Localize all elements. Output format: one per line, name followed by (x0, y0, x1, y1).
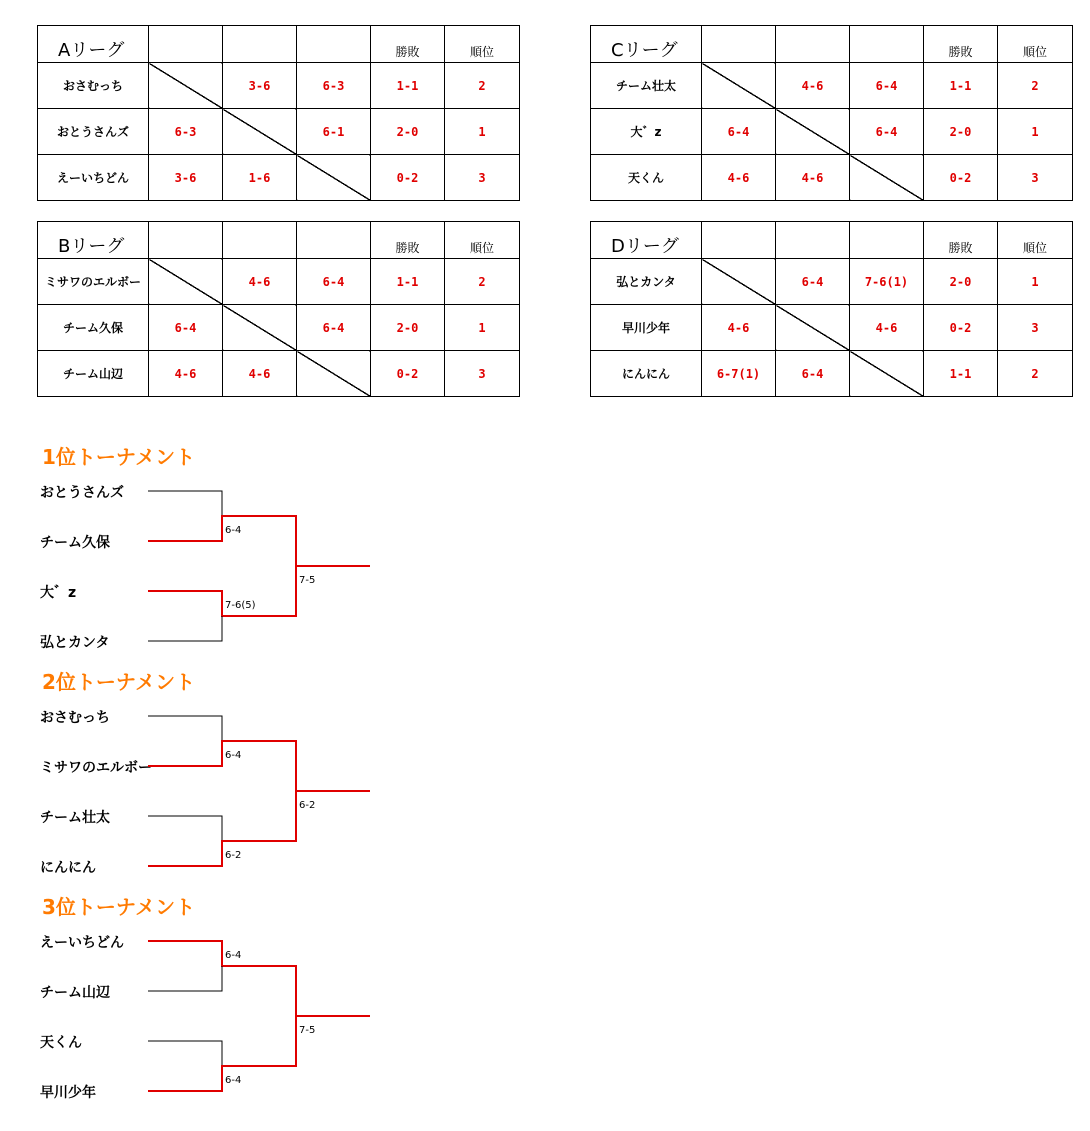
rank: 2 (445, 63, 520, 109)
win-loss: 1-1 (924, 63, 998, 109)
match-score: 6-4 (776, 351, 850, 397)
win-loss: 2-0 (924, 259, 998, 305)
match-score: 6-4 (702, 109, 776, 155)
bracket-player: ミサワのエルボー (40, 760, 152, 776)
tournament-1-title: 1位トーナメント (42, 445, 196, 469)
rank: 3 (998, 305, 1073, 351)
rank: 3 (445, 155, 520, 201)
win-loss-header: 勝敗 (371, 26, 445, 63)
match-score: 4-6 (776, 155, 850, 201)
team-name: おとうさんズ (38, 109, 149, 155)
tournament-2-title: 2位トーナメント (42, 670, 196, 694)
match-score: 6-7(1) (702, 351, 776, 397)
team-name: 天くん (591, 155, 702, 201)
win-loss-header: 勝敗 (371, 222, 445, 259)
match-score: 6-4 (297, 305, 371, 351)
bracket-2 (148, 716, 370, 866)
team-name: にんにん (591, 351, 702, 397)
bracket-line (148, 816, 222, 841)
team-name: ミサワのエルボー (38, 259, 149, 305)
win-loss: 2-0 (924, 109, 998, 155)
tournament-3-title: 3位トーナメント (42, 895, 196, 919)
rank: 2 (998, 63, 1073, 109)
win-loss-header: 勝敗 (924, 222, 998, 259)
league-b-title: Bリーグ (38, 222, 149, 259)
bracket-3 (148, 941, 370, 1091)
win-loss: 0-2 (924, 305, 998, 351)
match-score: 6-4 (149, 305, 223, 351)
semi-score: 6-4 (225, 750, 242, 761)
bracket-player: 弘とカンタ (40, 635, 110, 651)
rank: 1 (998, 109, 1073, 155)
win-loss: 1-1 (924, 351, 998, 397)
win-loss: 0-2 (924, 155, 998, 201)
bracket-player: チーム山辺 (40, 985, 110, 1001)
team-name: チーム久保 (38, 305, 149, 351)
final-score: 7-5 (299, 575, 316, 586)
bracket-line-winner (148, 566, 370, 616)
match-score: 4-6 (223, 351, 297, 397)
match-score: 6-3 (297, 63, 371, 109)
rank: 1 (445, 305, 520, 351)
team-name: 大゛z (591, 109, 702, 155)
match-score: 4-6 (850, 305, 924, 351)
semi-score: 6-2 (225, 850, 242, 861)
semi-score: 6-4 (225, 525, 242, 536)
bracket-1 (148, 491, 370, 641)
final-score: 6-2 (299, 800, 316, 811)
bracket-player: 大゛z (40, 585, 77, 601)
match-score: 4-6 (776, 63, 850, 109)
match-score: 7-6(1) (850, 259, 924, 305)
league-d-title: Dリーグ (591, 222, 702, 259)
rank: 2 (998, 351, 1073, 397)
team-name: 弘とカンタ (591, 259, 702, 305)
win-loss: 2-0 (371, 109, 445, 155)
match-score: 6-1 (297, 109, 371, 155)
bracket-player: チーム壮太 (40, 810, 110, 826)
semi-score: 6-4 (225, 950, 242, 961)
rank-header: 順位 (998, 26, 1073, 63)
win-loss: 1-1 (371, 259, 445, 305)
match-score: 1-6 (223, 155, 297, 201)
semi-score: 6-4 (225, 1075, 242, 1086)
match-score: 6-4 (850, 109, 924, 155)
win-loss: 2-0 (371, 305, 445, 351)
team-name: チーム山辺 (38, 351, 149, 397)
match-score: 6-4 (297, 259, 371, 305)
match-score: 4-6 (702, 305, 776, 351)
bracket-player: おとうさんズ (40, 485, 124, 501)
team-name: えーいちどん (38, 155, 149, 201)
rank-header: 順位 (998, 222, 1073, 259)
match-score: 3-6 (149, 155, 223, 201)
match-score: 6-4 (776, 259, 850, 305)
bracket-player: チーム久保 (40, 535, 110, 551)
bracket-line-winner (148, 741, 296, 791)
rank: 3 (998, 155, 1073, 201)
win-loss: 1-1 (371, 63, 445, 109)
rank: 1 (998, 259, 1073, 305)
bracket-player: えーいちどん (40, 935, 124, 951)
match-score: 6-3 (149, 109, 223, 155)
bracket-player: おさむっち (40, 710, 110, 726)
bracket-player: 早川少年 (40, 1085, 96, 1101)
league-a-title: Aリーグ (38, 26, 149, 63)
final-score: 7-5 (299, 1025, 316, 1036)
rank-header: 順位 (445, 222, 520, 259)
match-score: 4-6 (702, 155, 776, 201)
rank-header: 順位 (445, 26, 520, 63)
team-name: チーム壮太 (591, 63, 702, 109)
bracket-line (148, 616, 222, 641)
bracket-line (148, 966, 222, 991)
match-score: 4-6 (149, 351, 223, 397)
bracket-line (148, 491, 222, 516)
win-loss: 0-2 (371, 155, 445, 201)
bracket-line (148, 1041, 222, 1066)
bracket-line-winner (148, 941, 370, 1016)
rank: 3 (445, 351, 520, 397)
win-loss: 0-2 (371, 351, 445, 397)
bracket-line-winner (148, 516, 296, 566)
match-score: 6-4 (850, 63, 924, 109)
team-name: 早川少年 (591, 305, 702, 351)
bracket-player: にんにん (40, 860, 96, 876)
semi-score: 7-6(5) (225, 600, 256, 611)
rank: 1 (445, 109, 520, 155)
rank: 2 (445, 259, 520, 305)
bracket-line (148, 716, 222, 741)
league-c-title: Cリーグ (591, 26, 702, 63)
match-score: 3-6 (223, 63, 297, 109)
bracket-player: 天くん (40, 1035, 82, 1051)
bracket-line-winner (148, 791, 370, 866)
win-loss-header: 勝敗 (924, 26, 998, 63)
match-score: 4-6 (223, 259, 297, 305)
team-name: おさむっち (38, 63, 149, 109)
